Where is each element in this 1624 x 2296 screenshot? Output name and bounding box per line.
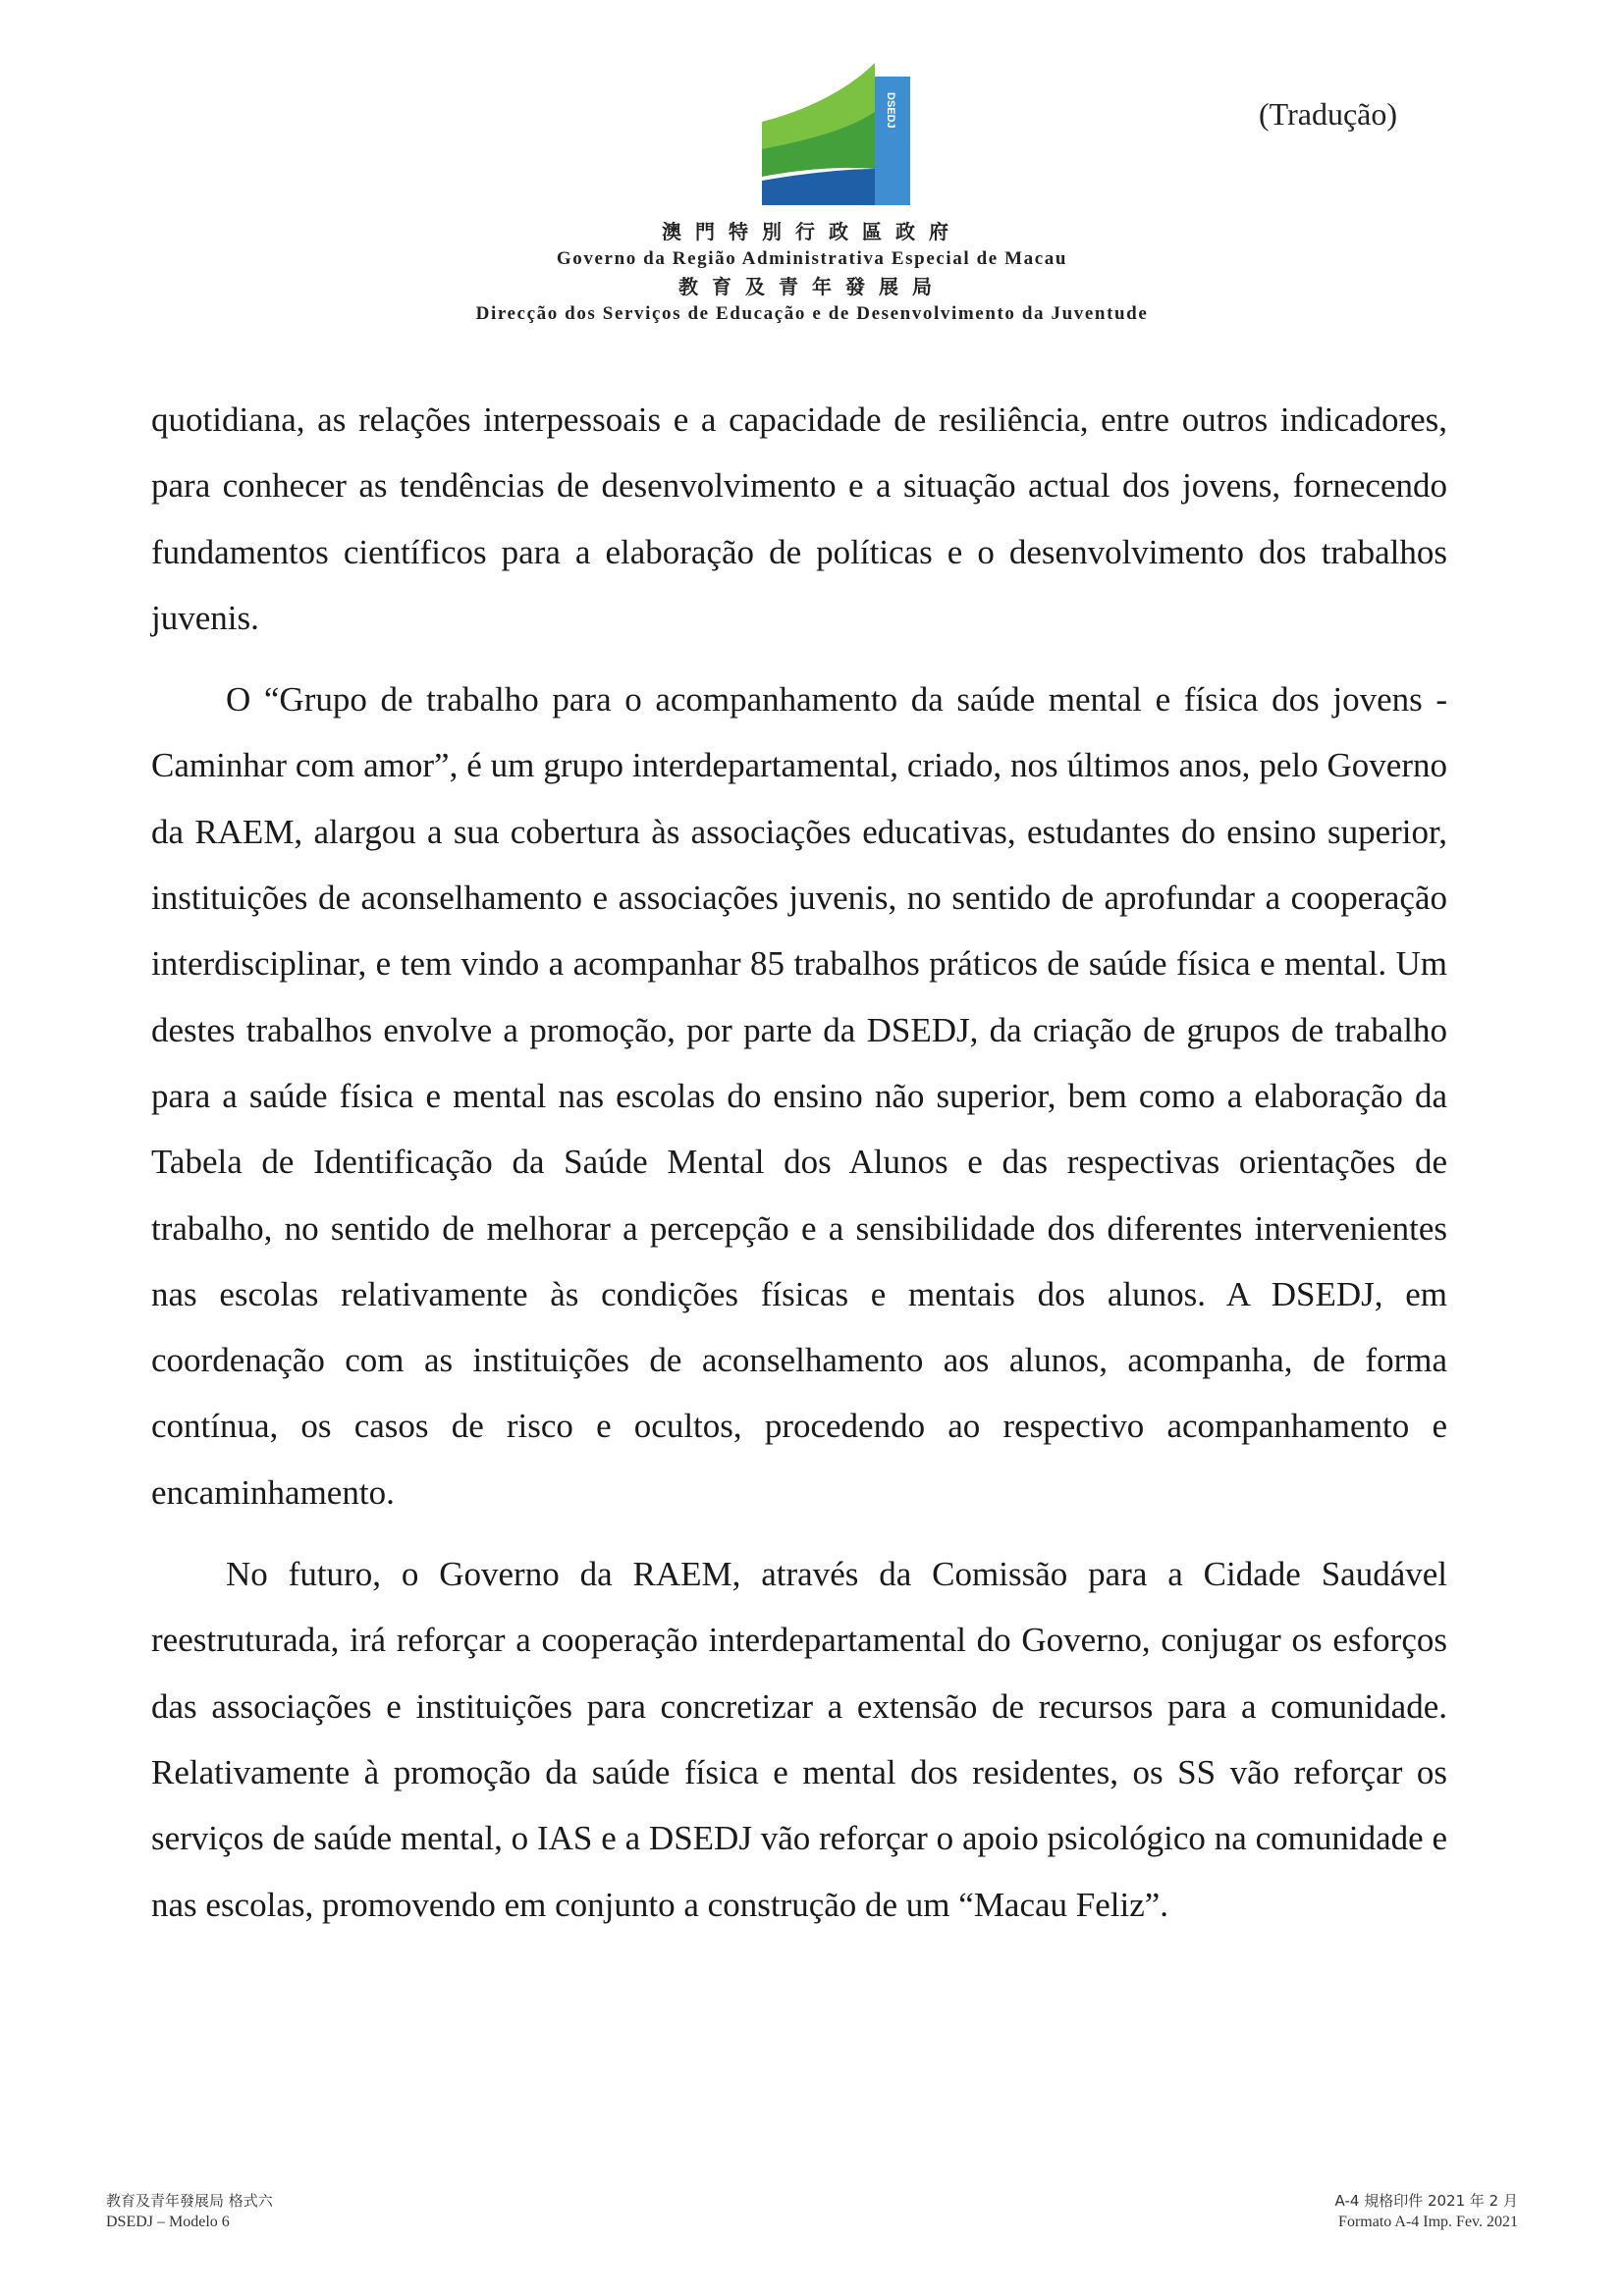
dsedj-logo [762, 63, 915, 205]
dept-name-zh: 教育及青年發展局 [678, 275, 946, 298]
logo-text: DSEDJ [885, 92, 896, 129]
footer-right-pt: Formato A-4 Imp. Fev. 2021 [1338, 2214, 1518, 2230]
document-body [151, 387, 1447, 1953]
footer-left [106, 2191, 273, 2232]
gov-name-pt: Governo da Região Administrativa Especial de Macau [556, 248, 1068, 269]
gov-name-zh: 澳門特別行政區政府 [662, 220, 962, 243]
footer-right-zh: A-4 規格印件 2021 年 2 月 [1334, 2192, 1518, 2210]
paragraph: No futuro, o Governo da RAEM, através da Comissão para a Cidade Saudável reestruturada, irá reforçar a cooperação interdepartamental do Governo, conjugar os esforços das associações e instituições para concretizar a extensão de recursos para a comunidade. Relativamente à promoção da saúde física e mental dos residentes, os SS vão reforçar os serviços de saúde mental, o IAS e a DSEDJ vão reforçar o apoio psicológico na comunidade e nas escolas, promovendo em conjunto a construção de um “Macau Feliz”. [151, 1555, 1447, 1924]
footer-left-pt: DSEDJ – Modelo 6 [106, 2214, 230, 2230]
logo-blue-shape [762, 169, 875, 205]
paragraph: quotidiana, as relações interpessoais e a capacidade de resiliência, entre outros indicadores, para conhecer as tendências de desenvolvimento e a situação actual dos jovens, fornecendo fundamentos científicos para a elaboração de políticas e o desenvolvimento dos trabalhos juvenis. [151, 400, 1447, 637]
footer-right [1296, 2191, 1518, 2232]
footer-left-zh: 教育及青年發展局 格式六 [106, 2192, 273, 2210]
translation-tag: (Tradução) [1259, 96, 1397, 132]
document-header [0, 218, 1624, 328]
paragraph: O “Grupo de trabalho para o acompanhamento da saúde mental e física dos jovens - Caminhar com amor”, é um grupo interdepartamental, criado, nos últimos anos, pelo Governo da RAEM, alargou a sua cobertura às associações educativas, estudantes do ensino superior, instituições de aconselhamento e associações juvenis, no sentido de aprofundar a cooperação interdisciplinar, e tem vindo a acompanhar 85 trabalhos práticos de saúde física e mental. Um destes trabalhos envolve a promoção, por parte da DSEDJ, da criação de grupos de trabalho para a saúde física e mental nas escolas do ensino não superior, bem como a elaboração da Tabela de Identificação da Saúde Mental dos Alunos e das respectivas orientações de trabalho, no sentido de melhorar a percepção e a sensibilidade dos diferentes intervenientes nas escolas relativamente às condições físicas e mentais dos alunos. A DSEDJ, em coordenação com as instituições de aconselhamento aos alunos, acompanha, de forma contínua, os casos de risco e ocultos, procedendo ao respectivo acompanhamento e encaminhamento. [151, 680, 1447, 1512]
dept-name-pt: Direcção dos Serviços de Educação e de Desenvolvimento da Juventude [475, 303, 1149, 324]
